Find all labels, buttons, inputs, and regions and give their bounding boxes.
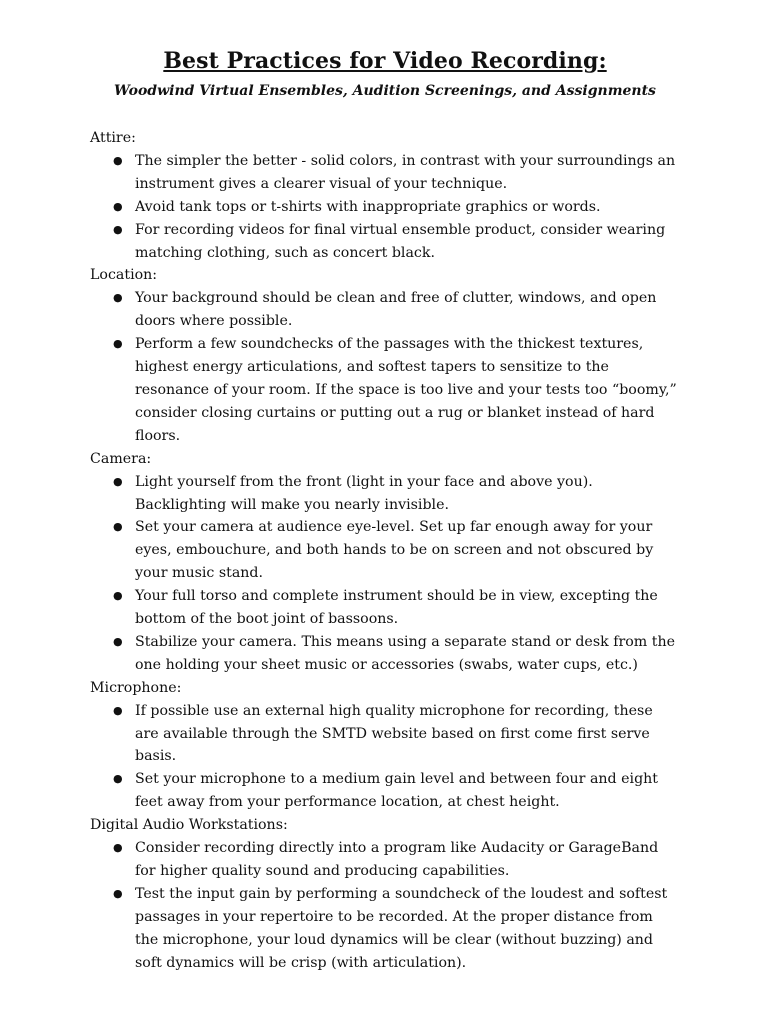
section-heading: Microphone:	[90, 679, 182, 696]
list-item-text: Light yourself from the front (light in your face and above you). Backlighting will make you nearly invisible.	[135, 473, 593, 513]
section-heading: Attire:	[90, 130, 136, 146]
bullet-icon: ●	[113, 703, 123, 717]
section	[90, 448, 680, 677]
bullet-icon: ●	[113, 291, 123, 305]
bullet-icon: ●	[113, 337, 123, 351]
document-body	[90, 127, 680, 975]
list-item	[113, 700, 680, 769]
bullet-list	[90, 837, 680, 974]
list-item	[113, 150, 680, 196]
bullet-icon: ●	[113, 589, 123, 603]
list-item-text: Your background should be clean and free of clutter, windows, and open doors where possible.	[135, 290, 657, 330]
list-item	[113, 471, 680, 517]
bullet-icon: ●	[113, 153, 123, 167]
bullet-icon: ●	[113, 222, 123, 236]
bullet-list	[90, 471, 680, 677]
list-item	[113, 631, 680, 677]
list-item-text: Set your microphone to a medium gain level and between four and eight feet away from your performance location, at chest height.	[135, 771, 658, 811]
bullet-icon: ●	[113, 634, 123, 648]
section-heading: Location:	[90, 267, 158, 284]
list-item-text: For recording videos for final virtual ensemble product, consider wearing matching clothing, such as concert black.	[135, 221, 666, 261]
bullet-list	[90, 700, 680, 815]
list-item	[113, 516, 680, 585]
document-subtitle: Woodwind Virtual Ensembles, Audition Screenings, and Assignments	[114, 83, 656, 99]
section-heading: Camera:	[90, 450, 152, 467]
list-item-text: Test the input gain by performing a soundcheck of the loudest and softest passages in your repertoire to be recorded. At the proper distance from the microphone, your loud dynamics will be clear (without buzzing) and soft dynamics will be crisp (with articulation).	[135, 885, 668, 971]
section	[90, 127, 680, 264]
list-item-text: The simpler the better - solid colors, in contrast with your surroundings an instrument gives a clearer visual of your technique.	[135, 152, 676, 192]
bullet-icon: ●	[113, 474, 123, 488]
section	[90, 264, 680, 447]
section	[90, 677, 680, 814]
bullet-icon: ●	[113, 841, 123, 855]
bullet-icon: ●	[113, 772, 123, 786]
list-item	[113, 837, 680, 883]
bullet-list	[90, 287, 680, 447]
list-item-text: Your full torso and complete instrument should be in view, excepting the bottom of the boot joint of bassoons.	[135, 588, 658, 628]
section-heading: Digital Audio Workstations:	[90, 817, 288, 834]
list-item-text: Set your camera at audience eye-level. Set up far enough away for your eyes, embouchure, and both hands to be on screen and not obscured by your music stand.	[135, 519, 654, 582]
list-item	[113, 219, 680, 265]
list-item	[113, 333, 680, 448]
list-item-text: Stabilize your camera. This means using a separate stand or desk from the one holding your sheet music or accessories (swabs, water cups, etc.)	[135, 633, 675, 673]
list-item	[113, 196, 680, 219]
list-item-text: Perform a few soundchecks of the passages with the thickest textures, highest energy articulations, and softest tapers to sensitize to the resonance of your room. If the space is too live and your tests too “boomy,” consider closing curtains or putting out a rug or blanket instead of hard floors.	[135, 336, 677, 444]
list-item	[113, 883, 680, 975]
bullet-list	[90, 150, 680, 265]
list-item-text: Consider recording directly into a program like Audacity or GarageBand for higher quality sound and producing capabilities.	[135, 840, 659, 879]
list-item-text: Avoid tank tops or t-shirts with inappropriate graphics or words.	[135, 198, 601, 215]
list-item-text: If possible use an external high quality microphone for recording, these are available through the SMTD website based on first come first serve basis.	[135, 702, 653, 765]
bullet-icon: ●	[113, 886, 123, 900]
bullet-icon: ●	[113, 199, 123, 213]
list-item	[113, 585, 680, 631]
list-item	[113, 768, 680, 814]
document-title: Best Practices for Video Recording:	[163, 48, 607, 74]
bullet-icon: ●	[113, 520, 123, 534]
section	[90, 814, 680, 974]
list-item	[113, 287, 680, 333]
